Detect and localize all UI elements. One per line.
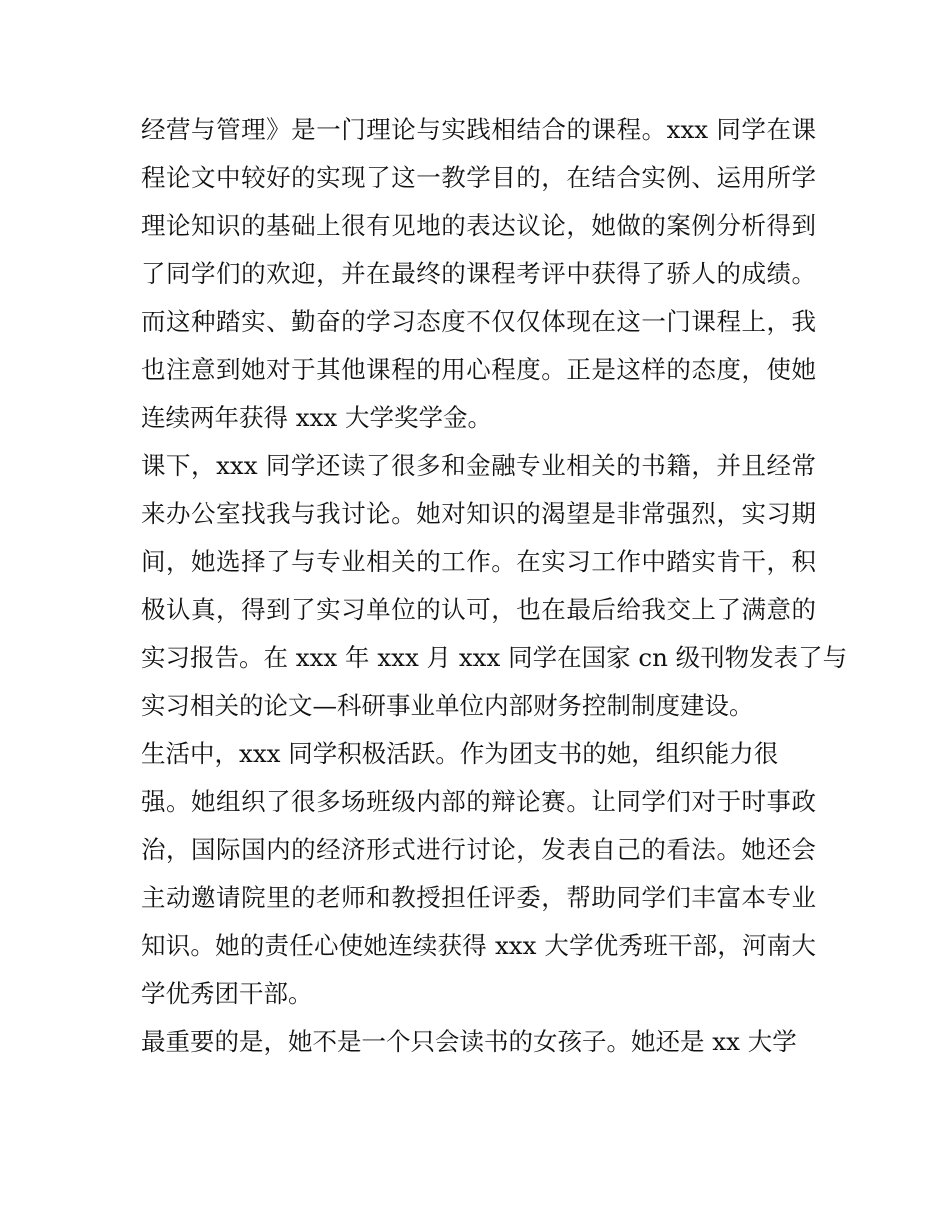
text-line: 极认真，得到了实习单位的认可，也在最后给我交上了满意的 xyxy=(141,595,816,624)
paragraph-most-important xyxy=(141,1018,816,1066)
text-line: 实习报告。在 xxx 年 xxx 月 xxx 同学在国家 cn 级刊物发表了与 xyxy=(141,643,848,672)
text-line: 治，国际国内的经济形式进行讨论，发表自己的看法。她还会 xyxy=(141,835,816,864)
text-line: 实习相关的论文—科研事业单位内部财务控制制度建设。 xyxy=(141,691,754,720)
text-line: 理论知识的基础上很有见地的表达议论，她做的案例分析得到 xyxy=(141,211,816,240)
text-line: 而这种踏实、勤奋的学习态度不仅仅体现在这一门课程上，我 xyxy=(141,307,816,336)
text-line: 经营与管理》是一门理论与实践相结合的课程。xxx 同学在课 xyxy=(141,115,816,144)
text-line: 来办公室找我与我讨论。她对知识的渴望是非常强烈，实习期 xyxy=(141,499,816,528)
text-line: 强。她组织了很多场班级内部的辩论赛。让同学们对于时事政 xyxy=(141,787,816,816)
text-line: 连续两年获得 xxx 大学奖学金。 xyxy=(141,403,493,432)
text-line: 主动邀请院里的老师和教授担任评委，帮助同学们丰富本专业 xyxy=(141,883,816,912)
text-line: 也注意到她对于其他课程的用心程度。正是这样的态度，使她 xyxy=(141,355,816,384)
text-line: 了同学们的欢迎，并在最终的课程考评中获得了骄人的成绩。 xyxy=(141,259,816,288)
text-line: 程论文中较好的实现了这一教学目的，在结合实例、运用所学 xyxy=(141,163,816,192)
text-line: 生活中，xxx 同学积极活跃。作为团支书的她，组织能力很 xyxy=(141,739,779,768)
paragraph-student-life xyxy=(141,730,816,1018)
text-line: 知识。她的责任心使她连续获得 xxx 大学优秀班干部，河南大 xyxy=(141,931,816,960)
text-line: 间，她选择了与专业相关的工作。在实习工作中踏实肯干，积 xyxy=(141,547,816,576)
document-body xyxy=(141,106,848,1066)
text-line: 课下，xxx 同学还读了很多和金融专业相关的书籍，并且经常 xyxy=(141,451,816,480)
paragraph-course-performance xyxy=(141,106,816,442)
text-line: 学优秀团干部。 xyxy=(141,979,313,1008)
text-line: 最重要的是，她不是一个只会读书的女孩子。她还是 xx 大学 xyxy=(141,1027,797,1056)
paragraph-extracurricular-study xyxy=(141,442,848,730)
